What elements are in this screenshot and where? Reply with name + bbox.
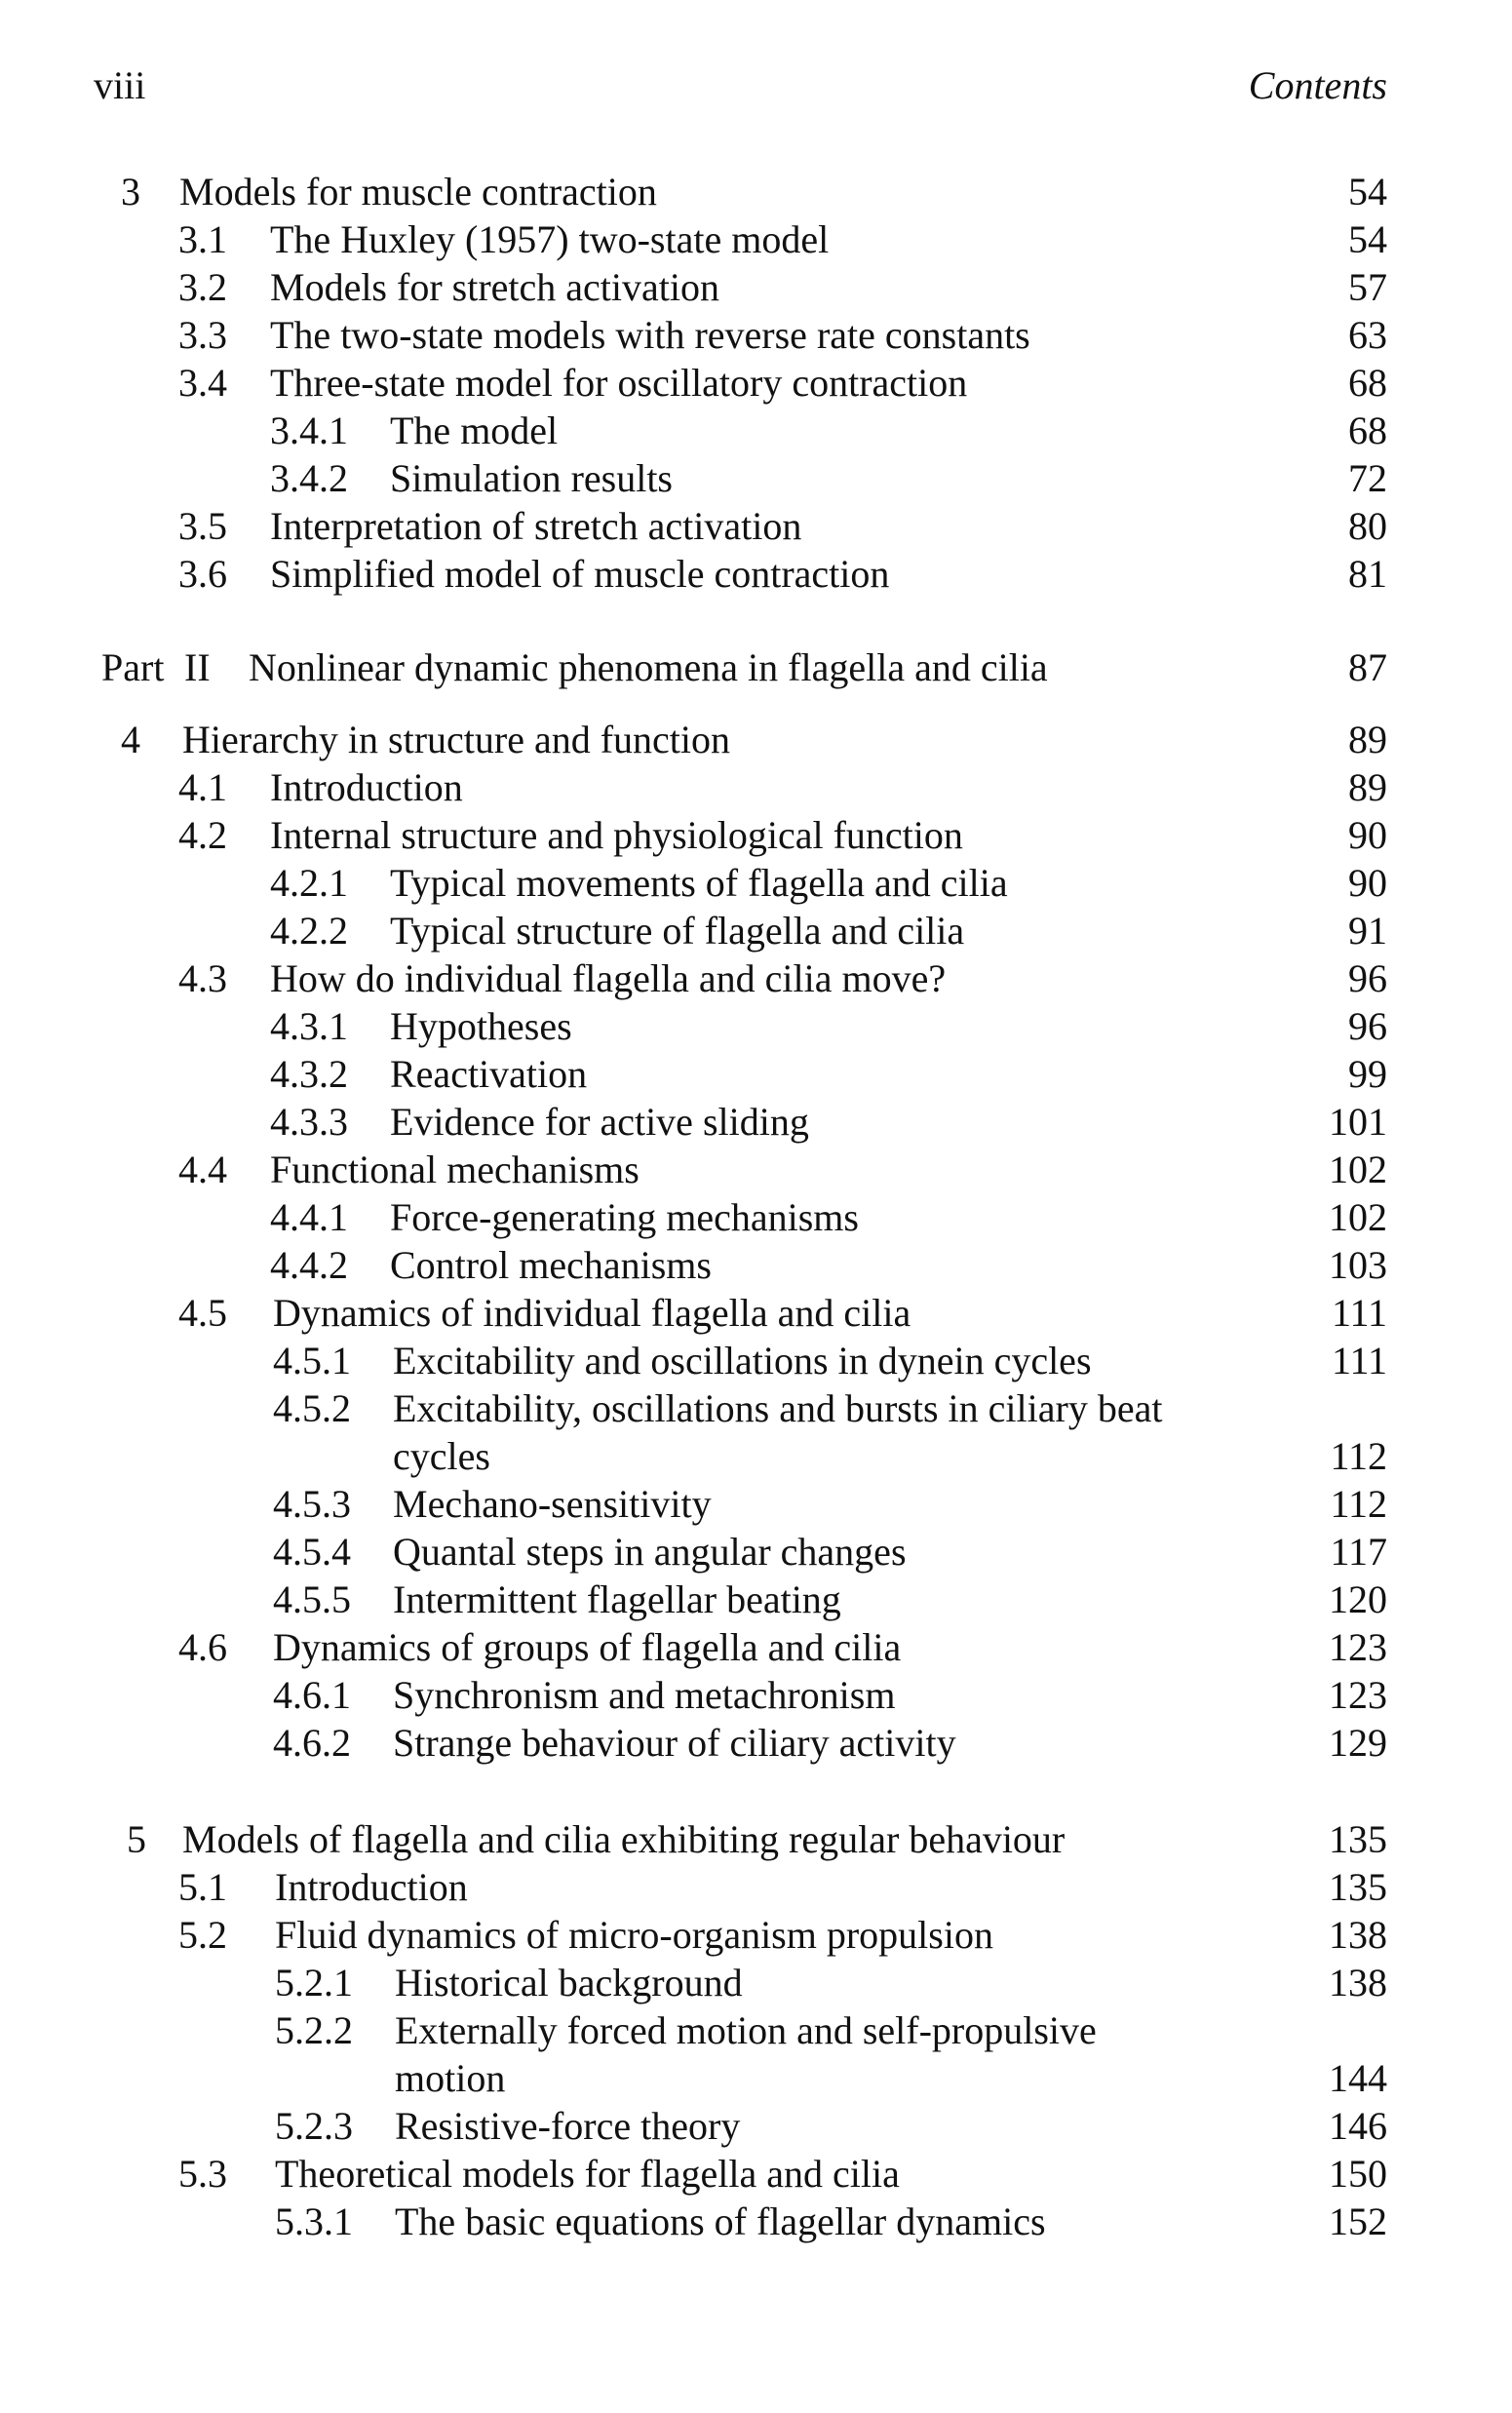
- toc-number: 4.6.1: [273, 1673, 351, 1717]
- toc-number: 3.4.1: [270, 409, 348, 452]
- toc-page: 68: [1348, 409, 1387, 452]
- toc-section: [0, 263, 1512, 312]
- toc-title: The basic equations of flagellar dynamics: [395, 2199, 1046, 2243]
- toc-page: 99: [1348, 1052, 1387, 1096]
- toc-page: 89: [1348, 718, 1387, 761]
- toc-number: 3.6: [178, 552, 227, 596]
- toc-title: Force-generating mechanisms: [390, 1195, 859, 1239]
- toc-title: How do individual flagella and cilia move?: [270, 956, 947, 1000]
- toc-subsection: [0, 407, 1512, 455]
- toc-number: 4.5.2: [273, 1386, 351, 1430]
- toc-page: 120: [1329, 1577, 1387, 1621]
- toc-page: 96: [1348, 956, 1387, 1000]
- toc-title: Hierarchy in structure and function: [182, 718, 731, 761]
- toc-subsection: [0, 1959, 1512, 2007]
- toc-number: 3.4.2: [270, 456, 348, 500]
- toc-number: 4.2: [178, 813, 227, 857]
- toc-number: 4.5.4: [273, 1530, 351, 1574]
- toc-chapter: [0, 168, 1512, 216]
- toc-subsection: [0, 859, 1512, 908]
- toc-number: 4.2.2: [270, 909, 348, 953]
- toc-number: 4.4: [178, 1148, 227, 1191]
- toc-title: Quantal steps in angular changes: [393, 1530, 907, 1574]
- toc-page: 135: [1329, 1817, 1387, 1861]
- toc-title: Introduction: [270, 765, 463, 809]
- toc-part: [0, 643, 1512, 692]
- toc-number: 4.5.3: [273, 1482, 351, 1526]
- toc-subsection: [0, 2102, 1512, 2151]
- toc-number: 4.2.1: [270, 861, 348, 905]
- toc-page: 91: [1348, 909, 1387, 953]
- toc-number: 3.1: [178, 217, 227, 261]
- toc-title: Hypotheses: [390, 1004, 572, 1048]
- toc-page: 63: [1348, 313, 1387, 357]
- toc-title: Introduction: [275, 1865, 468, 1909]
- toc-subsection-continued: [0, 2054, 1512, 2103]
- running-title: Contents: [1248, 63, 1387, 107]
- toc-title: Strange behaviour of ciliary activity: [393, 1721, 956, 1765]
- toc-page: 54: [1348, 170, 1387, 214]
- toc-number: 3.5: [178, 504, 227, 548]
- toc-page: 89: [1348, 765, 1387, 809]
- toc-number: 4.1: [178, 765, 227, 809]
- toc-title: Intermittent flagellar beating: [393, 1577, 841, 1621]
- toc-number: 4.3.3: [270, 1100, 348, 1144]
- toc-page: 112: [1330, 1482, 1387, 1526]
- toc-title: Synchronism and metachronism: [393, 1673, 896, 1717]
- toc-title: Historical background: [395, 1961, 743, 2004]
- toc-title: Theoretical models for flagella and cilia: [275, 2152, 900, 2196]
- toc-chapter: [0, 716, 1512, 764]
- toc-page: 87: [1348, 645, 1387, 689]
- toc-number: II: [184, 645, 211, 689]
- toc-title: Excitability, oscillations and bursts in ciliary beat: [393, 1386, 1163, 1430]
- toc-subsection-continued: [0, 1432, 1512, 1481]
- toc-page: 138: [1329, 1961, 1387, 2004]
- toc-subsection: [0, 1193, 1512, 1242]
- toc-number: 4.5.5: [273, 1577, 351, 1621]
- toc-title: Functional mechanisms: [270, 1148, 640, 1191]
- toc-title: Internal structure and physiological function: [270, 813, 963, 857]
- toc-page: 112: [1330, 1434, 1387, 1478]
- toc-number: 4.4.2: [270, 1243, 348, 1287]
- toc-subsection: [0, 2006, 1512, 2055]
- toc-title: The two-state models with reverse rate constants: [270, 313, 1030, 357]
- toc-page: 129: [1329, 1721, 1387, 1765]
- toc-title: Excitability and oscillations in dynein cycles: [393, 1339, 1092, 1382]
- toc-title: Evidence for active sliding: [390, 1100, 809, 1144]
- toc-section: [0, 1146, 1512, 1194]
- toc-title: cycles: [393, 1434, 490, 1478]
- toc-subsection: [0, 454, 1512, 503]
- toc-number: 5.2.3: [275, 2104, 353, 2148]
- toc-title: The Huxley (1957) two-state model: [270, 217, 830, 261]
- toc-section: [0, 763, 1512, 812]
- toc-page: 90: [1348, 861, 1387, 905]
- toc-number: 4.4.1: [270, 1195, 348, 1239]
- toc-number: 5.3.1: [275, 2199, 353, 2243]
- toc-title: Three-state model for oscillatory contraction: [270, 361, 968, 405]
- toc-subsection: [0, 1719, 1512, 1768]
- toc-subsection: [0, 1384, 1512, 1433]
- toc-title: Externally forced motion and self-propulsive: [395, 2008, 1097, 2052]
- toc-section: [0, 2150, 1512, 2199]
- toc-page: 111: [1331, 1291, 1387, 1335]
- toc-subsection: [0, 1098, 1512, 1147]
- toc-number: 3: [121, 170, 140, 214]
- toc-title: Reactivation: [390, 1052, 588, 1096]
- toc-number: 4.5.1: [273, 1339, 351, 1382]
- toc-section: [0, 954, 1512, 1003]
- toc-title: Dynamics of individual flagella and cilia: [273, 1291, 911, 1335]
- toc-page: 111: [1331, 1339, 1387, 1382]
- toc-section: [0, 502, 1512, 551]
- toc-title: Simulation results: [390, 456, 673, 500]
- toc-number: 5.1: [178, 1865, 227, 1909]
- toc-subsection: [0, 1002, 1512, 1051]
- toc-number: 4.6: [178, 1625, 227, 1669]
- toc-page: 138: [1329, 1913, 1387, 1957]
- toc-number: 4.3.1: [270, 1004, 348, 1048]
- toc-subsection: [0, 1337, 1512, 1385]
- page-number: viii: [94, 63, 146, 107]
- toc-page: 54: [1348, 217, 1387, 261]
- toc-page: 81: [1348, 552, 1387, 596]
- toc-title: Mechano-sensitivity: [393, 1482, 712, 1526]
- toc-page: 96: [1348, 1004, 1387, 1048]
- toc-page: 72: [1348, 456, 1387, 500]
- toc-page: 117: [1330, 1530, 1387, 1574]
- toc-page: 150: [1329, 2152, 1387, 2196]
- toc-title: Simplified model of muscle contraction: [270, 552, 890, 596]
- toc-number: 4: [121, 718, 140, 761]
- toc-title: Dynamics of groups of flagella and cilia: [273, 1625, 902, 1669]
- toc-section: [0, 1623, 1512, 1672]
- toc-part-label: Part: [101, 645, 165, 689]
- toc-subsection: [0, 1528, 1512, 1576]
- toc-section: [0, 811, 1512, 860]
- toc-number: 5.2.1: [275, 1961, 353, 2004]
- toc-page: 152: [1329, 2199, 1387, 2243]
- toc-title: motion: [395, 2056, 506, 2100]
- toc-number: 4.6.2: [273, 1721, 351, 1765]
- toc-page: 101: [1329, 1100, 1387, 1144]
- toc-page: 90: [1348, 813, 1387, 857]
- toc-section: [0, 550, 1512, 599]
- toc-title: The model: [390, 409, 559, 452]
- toc-title: Models for stretch activation: [270, 265, 719, 309]
- toc-page: 146: [1329, 2104, 1387, 2148]
- toc-subsection: [0, 1050, 1512, 1099]
- toc-page: 135: [1329, 1865, 1387, 1909]
- toc-number: 3.2: [178, 265, 227, 309]
- toc-section: [0, 1911, 1512, 1960]
- toc-number: 3.3: [178, 313, 227, 357]
- toc-number: 5: [127, 1817, 146, 1861]
- toc-subsection: [0, 1241, 1512, 1290]
- toc-section: [0, 215, 1512, 264]
- toc-number: 5.3: [178, 2152, 227, 2196]
- toc-title: Resistive-force theory: [395, 2104, 741, 2148]
- toc-page: 123: [1329, 1673, 1387, 1717]
- toc-page: 144: [1329, 2056, 1387, 2100]
- toc-section: [0, 311, 1512, 360]
- toc-section: [0, 1863, 1512, 1912]
- toc-number: 5.2: [178, 1913, 227, 1957]
- toc-page: 103: [1329, 1243, 1387, 1287]
- toc-number: 3.4: [178, 361, 227, 405]
- toc-page: 68: [1348, 361, 1387, 405]
- toc-title: Typical movements of flagella and cilia: [390, 861, 1008, 905]
- toc-title: Nonlinear dynamic phenomena in flagella and cilia: [249, 645, 1048, 689]
- toc-chapter: [0, 1815, 1512, 1864]
- toc-number: 4.3.2: [270, 1052, 348, 1096]
- toc-subsection: [0, 2198, 1512, 2246]
- toc-title: Models for muscle contraction: [179, 170, 657, 214]
- toc-title: Models of flagella and cilia exhibiting regular behaviour: [182, 1817, 1066, 1861]
- toc-section: [0, 1289, 1512, 1338]
- toc-number: 4.5: [178, 1291, 227, 1335]
- toc-number: 5.2.2: [275, 2008, 353, 2052]
- toc-page: 57: [1348, 265, 1387, 309]
- toc-page: 102: [1329, 1148, 1387, 1191]
- toc-page: 102: [1329, 1195, 1387, 1239]
- toc-section: [0, 359, 1512, 408]
- toc-title: Interpretation of stretch activation: [270, 504, 802, 548]
- toc-subsection: [0, 1480, 1512, 1529]
- toc-subsection: [0, 1576, 1512, 1624]
- toc-title: Control mechanisms: [390, 1243, 712, 1287]
- toc-subsection: [0, 907, 1512, 955]
- toc-page: 80: [1348, 504, 1387, 548]
- toc-subsection: [0, 1671, 1512, 1720]
- toc-number: 4.3: [178, 956, 227, 1000]
- toc-title: Fluid dynamics of micro-organism propulsion: [275, 1913, 993, 1957]
- toc-page: 123: [1329, 1625, 1387, 1669]
- toc-title: Typical structure of flagella and cilia: [390, 909, 965, 953]
